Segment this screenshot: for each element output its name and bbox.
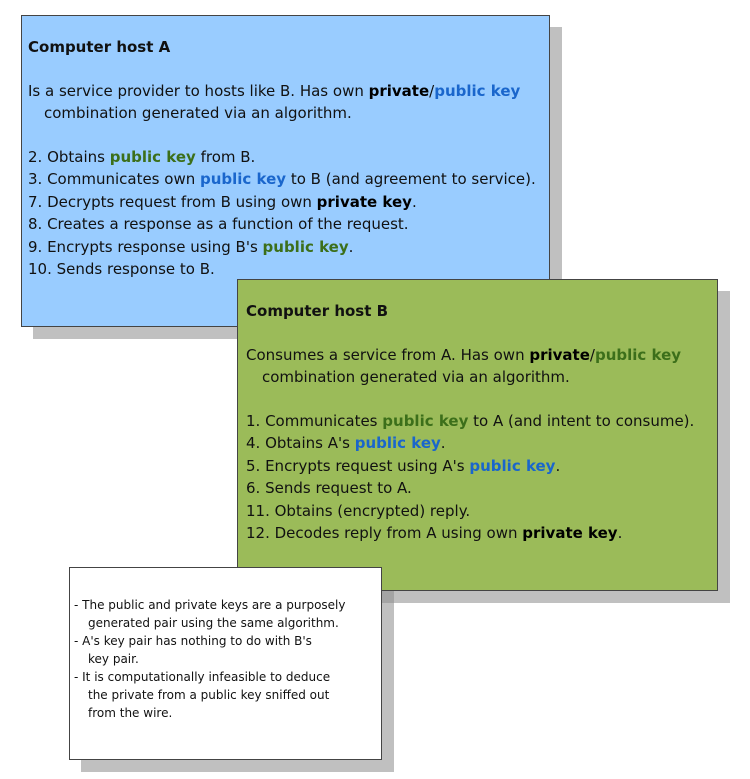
note-item	[74, 596, 381, 632]
step-text: 12. Decodes reply from A using own	[246, 524, 523, 543]
step-text: 10. Sends response to B.	[28, 260, 215, 279]
step-text: 11. Obtains (encrypted) reply.	[246, 501, 471, 520]
note-text-continued: the private from a public key sniffed out	[88, 688, 330, 702]
host-a-title: Computer host A	[28, 38, 171, 56]
step-key: public key	[109, 148, 196, 166]
note-text-continued: from the wire.	[88, 706, 173, 720]
host-a-intro-continued: combination generated via an algorithm.	[44, 104, 352, 122]
host-a-step	[28, 236, 549, 258]
host-a-step	[28, 213, 549, 235]
host-b-step	[246, 410, 717, 432]
step-text: 5. Encrypts request using A's	[246, 456, 470, 475]
step-text: 3. Communicates own	[28, 170, 200, 189]
host-b-title: Computer host B	[246, 302, 389, 320]
host-b-step	[246, 455, 717, 477]
host-a-intro-private: private	[368, 82, 430, 100]
host-b-step	[246, 522, 717, 544]
host-b-intro-slash: /	[589, 346, 595, 364]
host-a-steps	[28, 146, 549, 280]
host-a-step	[28, 258, 549, 280]
host-b-intro-text: Consumes a service from A. Has own	[246, 346, 530, 364]
host-b-intro	[246, 344, 717, 388]
step-text-end: from B.	[195, 148, 256, 166]
notes-box	[69, 567, 382, 760]
step-key: public key	[382, 412, 469, 430]
step-key: public key	[262, 237, 349, 256]
note-text: - A's key pair has nothing to do with B's	[74, 634, 312, 648]
step-text-end: .	[348, 237, 354, 256]
host-a-intro	[28, 80, 549, 124]
step-text-end: .	[440, 434, 446, 453]
step-text: 1. Communicates	[246, 412, 383, 430]
step-key: private key	[316, 192, 412, 211]
step-text: 9. Encrypts response using B's	[28, 237, 263, 256]
step-text: 6. Sends request to A.	[246, 479, 412, 498]
step-text: 7. Decrypts request from B using own	[28, 192, 317, 211]
note-item	[74, 668, 381, 722]
step-key: public key	[469, 456, 556, 475]
host-b-step	[246, 477, 717, 499]
step-text: 4. Obtains A's	[246, 434, 355, 453]
step-text-end: to B (and agreement to service).	[286, 170, 536, 189]
host-b-step	[246, 500, 717, 522]
host-a-intro-slash: /	[429, 82, 435, 100]
host-a-step	[28, 146, 549, 168]
host-b-step	[246, 432, 717, 454]
host-b-intro-public: public key	[594, 346, 682, 364]
note-text-continued: generated pair using the same algorithm.	[88, 616, 339, 630]
host-a-step	[28, 168, 549, 190]
step-text: 8. Creates a response as a function of the request.	[28, 215, 409, 234]
step-text-end: .	[555, 456, 561, 475]
step-key: public key	[354, 434, 441, 453]
host-b-intro-private: private	[529, 346, 590, 364]
host-b-box	[237, 279, 718, 591]
note-text: - The public and private keys are a purposely	[74, 598, 346, 612]
step-text-end: to A (and intent to consume).	[468, 412, 695, 430]
step-text-end: .	[411, 192, 417, 211]
host-a-intro-public: public key	[434, 82, 521, 100]
host-a-intro-text: Is a service provider to hosts like B. Has own	[28, 82, 369, 100]
note-item	[74, 632, 381, 668]
host-b-intro-continued: combination generated via an algorithm.	[262, 368, 570, 386]
step-key: public key	[200, 170, 287, 189]
step-text-end: .	[617, 524, 623, 543]
host-b-steps	[246, 410, 717, 544]
step-text: 2. Obtains	[28, 148, 110, 166]
host-a-step	[28, 191, 549, 213]
step-key: private key	[522, 524, 618, 543]
note-text: - It is computationally infeasible to deduce	[74, 670, 331, 684]
note-text-continued: key pair.	[88, 652, 139, 666]
